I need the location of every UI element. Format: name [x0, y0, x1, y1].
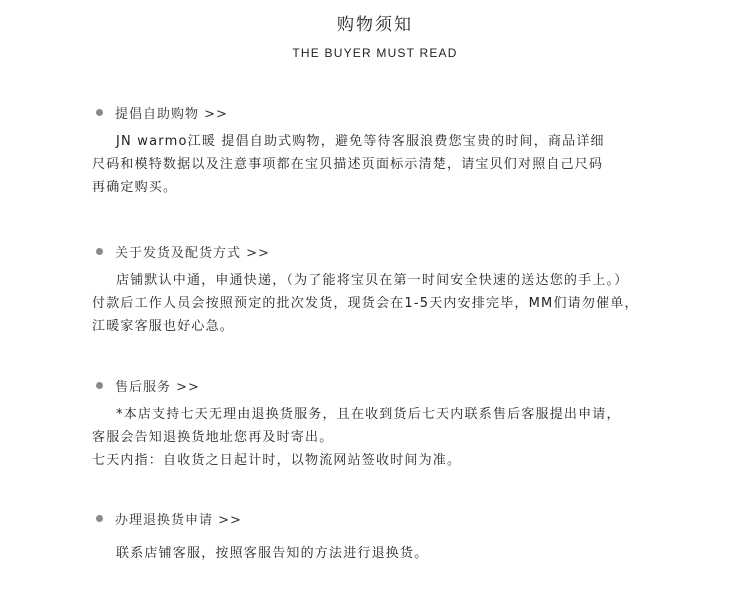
section-body	[92, 542, 702, 565]
section-line: 联系店铺客服，按照客服告知的方法进行退换货。	[116, 546, 429, 561]
section-body	[92, 269, 702, 338]
section-line: JN warmo江暖 提倡自助式购物，避免等待客服浪费您宝贵的时间，商品详细	[116, 134, 605, 149]
bullet-dot-icon	[96, 382, 103, 389]
page-header	[0, 14, 750, 61]
section-title: 提倡自助购物 >>	[115, 106, 228, 122]
section-body	[92, 130, 702, 199]
bullet-dot-icon	[96, 109, 103, 116]
section-line: 再确定购买。	[92, 180, 178, 195]
section-title: 办理退换货申请 >>	[115, 512, 242, 528]
page-subtitle: THE BUYER MUST READ	[292, 46, 458, 60]
bullet-dot-icon	[96, 248, 103, 255]
section-body	[92, 403, 702, 472]
page-title: 购物须知	[337, 15, 413, 35]
section-line: 尺码和模特数据以及注意事项都在宝贝描述页面标示清楚，请宝贝们对照自己尺码	[92, 157, 604, 172]
section-title: 关于发货及配货方式 >>	[115, 245, 270, 261]
bullet-dot-icon	[96, 515, 103, 522]
section-heading	[96, 241, 270, 261]
section-line: 七天内指：自收货之日起计时，以物流网站签收时间为准。	[92, 453, 462, 468]
section-line: 店铺默认中通，申通快递，（为了能将宝贝在第一时间安全快速的送达您的手上。）	[116, 273, 629, 288]
section-title: 售后服务 >>	[115, 379, 200, 395]
section-line: 付款后工作人员会按照预定的批次发货，现货会在1-5天内安排完毕，MM们请勿催单，	[92, 296, 639, 311]
section-heading	[96, 375, 200, 395]
section-line: *本店支持七天无理由退换货服务，且在收到货后七天内联系售后客服提出申请，	[116, 407, 621, 422]
section-line: 客服会告知退换货地址您再及时寄出。	[92, 430, 334, 445]
section-heading	[96, 508, 242, 528]
section-heading	[96, 102, 228, 122]
section-line: 江暖家客服也好心急。	[92, 319, 235, 334]
